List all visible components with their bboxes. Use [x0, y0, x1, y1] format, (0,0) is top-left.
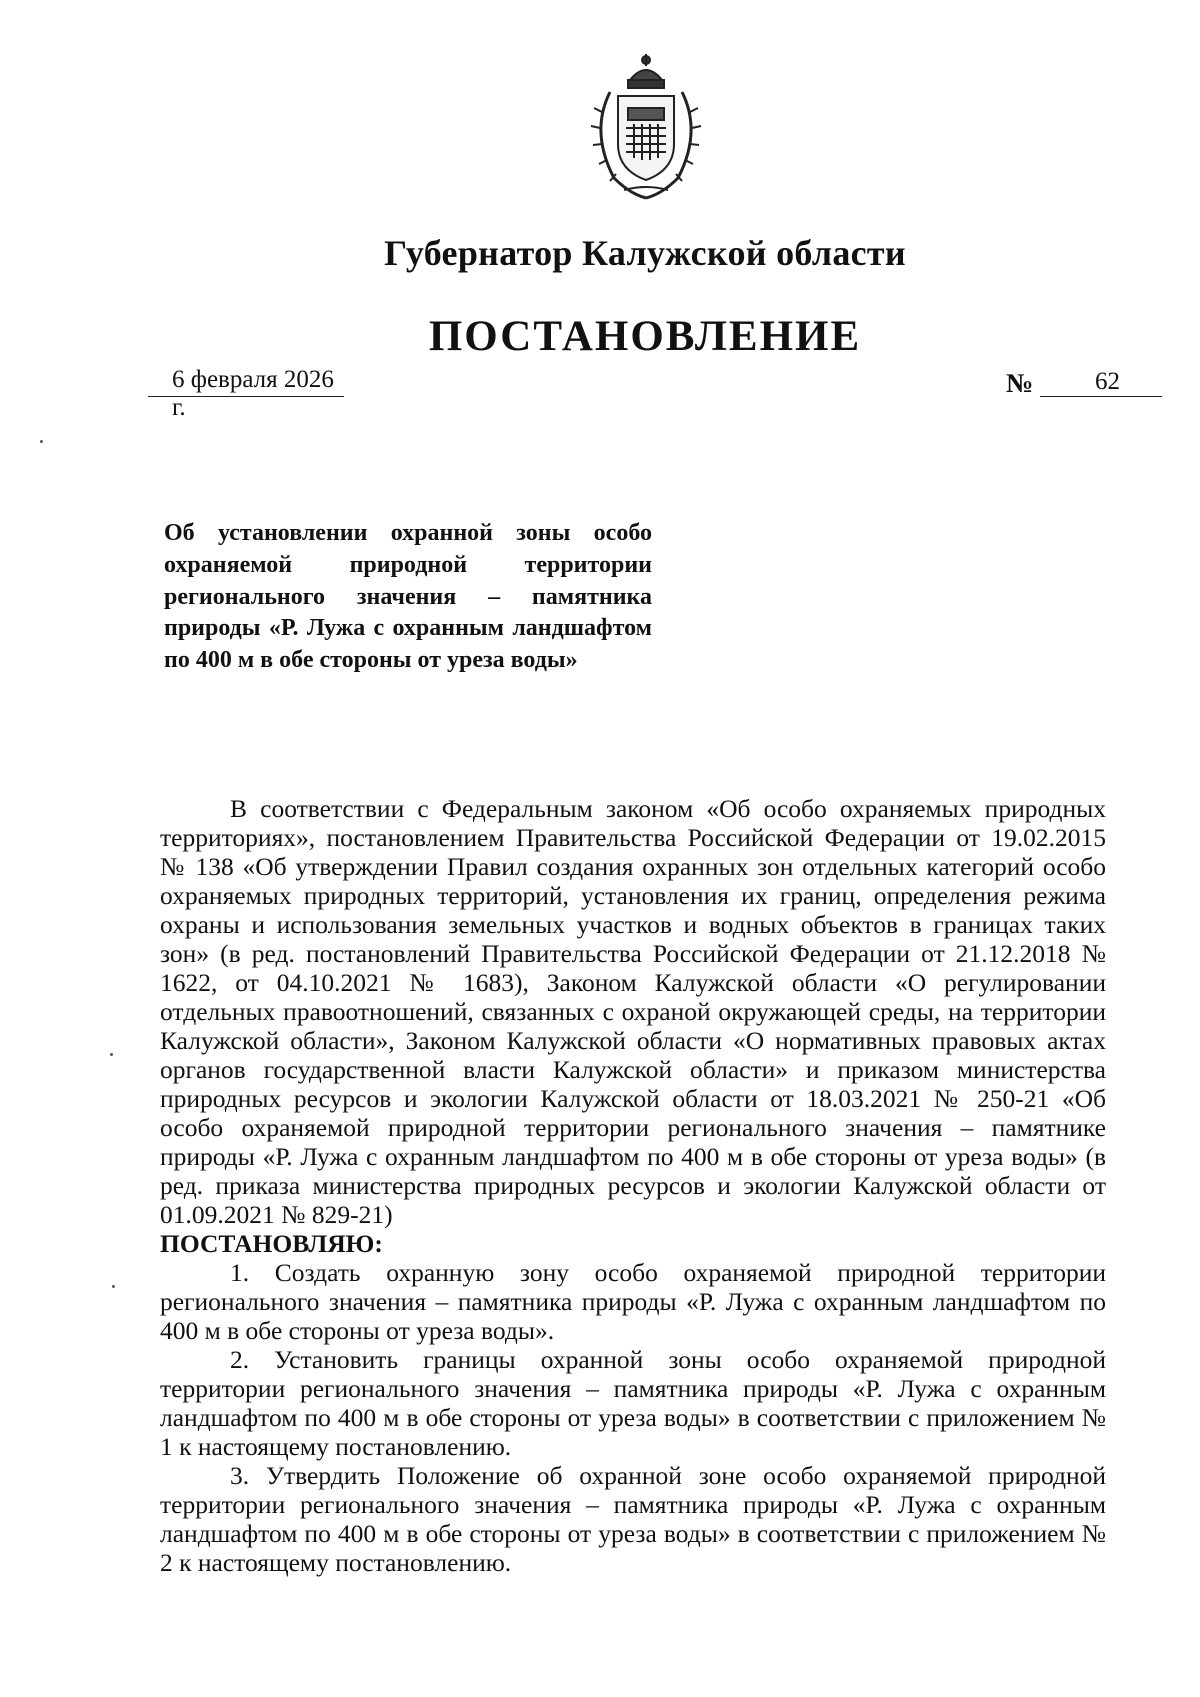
document-date: 6 февраля 2026 г. [172, 366, 334, 421]
number-label: № [1006, 368, 1034, 398]
document-number: 62 [1095, 368, 1120, 395]
preamble-paragraph [160, 794, 1106, 1258]
decree-word: ПОСТАНОВЛЯЮ: [160, 1229, 383, 1258]
document-type-title: ПОСТАНОВЛЕНИЕ [428, 313, 862, 360]
document-body [160, 794, 1106, 1577]
issuing-authority: Губернатор Калужской области [384, 233, 906, 273]
decree-item: 2. Установить границы охранной зоны особо охраняемой природной территории регионального значения – памятника природы «Р. Лужа с охранным ландшафтом по 400 м в обе стороны от уреза воды» в соответствии с приложением № 1 к настоящему постановлению. [160, 1345, 1106, 1461]
preamble-text: В соответствии с Федеральным законом «Об особо охраняемых природных территориях», постановлением Правительства Российской Федерации от 19.02.2015 № 138 «Об утверждении Правил создания охранных зон отдельных категорий особо охраняемых природных территорий, установления их границ, определения режима охраны и использования земельных участков и водных объектов в границах таких зон» (в ред. постановлений Правительства Российской Федерации от 21.12.2018 № 1622, от 04.10.2021 № 1683), Законом Калужской области «О регулировании отдельных правоотношений, связанных с охраной окружающей среды, на территории Калужской области», Законом Калужской области «О нормативных правовых актах органов государственной власти Калужской области» и приказом министерства природных ресурсов и экологии Калужской области от 18.03.2021 № 250-21 «Об особо охраняемой природной территории регионального значения – памятнике природы «Р. Лужа с охранным ландшафтом по 400 м в обе стороны от уреза воды» (в ред. приказа министерства природных ресурсов и экологии Калужской области от 01.09.2021 № 829-21) [160, 794, 1106, 1229]
decree-item: 3. Утвердить Положение об охранной зоне особо охраняемой природной территории регионального значения – памятника природы «Р. Лужа с охранным ландшафтом по 400 м в обе стороны от уреза воды» в соответствии с приложением № 2 к настоящему постановлению. [160, 1461, 1106, 1577]
decree-item: 1. Создать охранную зону особо охраняемой природной территории регионального значения – памятника природы «Р. Лужа с охранным ландшафтом по 400 м в обе стороны от уреза воды». [160, 1258, 1106, 1345]
number-field [1040, 366, 1162, 397]
date-field [148, 366, 344, 421]
document-subject: Об установлении охранной зоны особо охраняемой природной территории регионального значения – памятника природы «Р. Лужа с охранным ландшафтом по 400 м в обе стороны от уреза воды» [164, 520, 652, 674]
coat-of-arms-icon [580, 52, 712, 202]
scan-speck [110, 1053, 113, 1056]
scan-speck [112, 1285, 115, 1288]
scan-speck [40, 440, 43, 443]
